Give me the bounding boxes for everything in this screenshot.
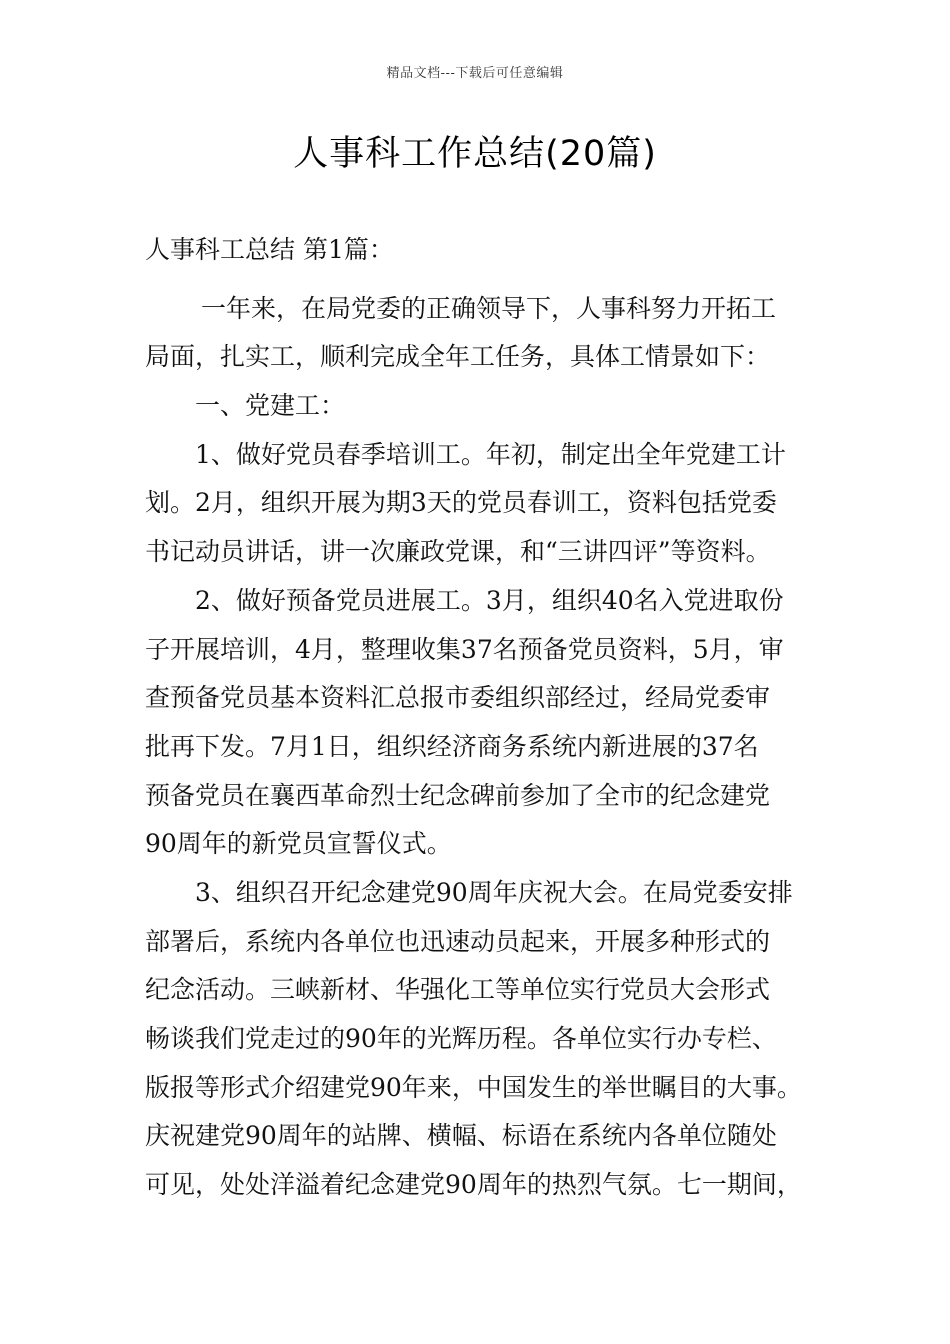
document-title: 人事科工作总结(20篇) [293,134,657,174]
paragraph-item-1 [145,431,825,577]
text-line: 版报等形式介绍建党90年来，中国发生的举世瞩目的大事。 [145,1072,802,1102]
text-line: 局面，扎实工，顺利完成全年工任务，具体工情景如下： [145,342,771,372]
text-line: 一、党建工： [195,391,346,421]
text-line: 一年来，在局党委的正确领导下，人事科努力开拓工 [201,293,777,323]
paragraph-item-3 [145,869,825,1210]
text-line: 书记动员讲话，讲一次廉政党课，和“三讲四评”等资料。 [145,537,771,567]
text-line: 90周年的新党员宣誓仪式。 [145,829,452,859]
text-line: 纪念活动。三峡新材、华强化工等单位实行党员大会形式 [145,975,771,1005]
text-line: 2、做好预备党员进展工。3月，组织40名入党进取份 [195,585,784,615]
document-body [145,226,825,1210]
text-line: 1、做好党员春季培训工。年初，制定出全年党建工计 [195,439,786,469]
paragraph-party-building-heading [145,382,825,431]
text-line: 庆祝建党90周年的站牌、横幅、标语在系统内各单位随处 [145,1121,777,1151]
text-line: 部署后，系统内各单位也迅速动员起来，开展多种形式的 [145,926,771,956]
text-line: 查预备党员基本资料汇总报市委组织部经过，经局党委审 [145,683,771,713]
text-line: 畅谈我们党走过的90年的光辉历程。各单位实行办专栏、 [145,1024,777,1053]
text-line: 子开展培训，4月，整理收集37名预备党员资料，5月，审 [145,634,784,664]
paragraph-item-2 [145,577,825,869]
text-line: 划。2月，组织开展为期3天的党员春训工，资料包括党委 [145,488,777,518]
text-line: 批再下发。7月1日，组织经济商务系统内新进展的37名 [145,731,759,761]
text-line: 可见，处处洋溢着纪念建党90周年的热烈气氛。七一期间， [145,1170,802,1200]
header-note: 精品文档---下载后可任意编辑 [386,66,564,81]
paragraph-intro [145,285,825,382]
text-line: 3、组织召开纪念建党90周年庆祝大会。在局党委安排 [195,877,793,907]
text-line: 预备党员在襄西革命烈士纪念碑前参加了全市的纪念建党 [145,780,771,810]
section-heading: 人事科工总结 第1篇： [145,235,394,264]
